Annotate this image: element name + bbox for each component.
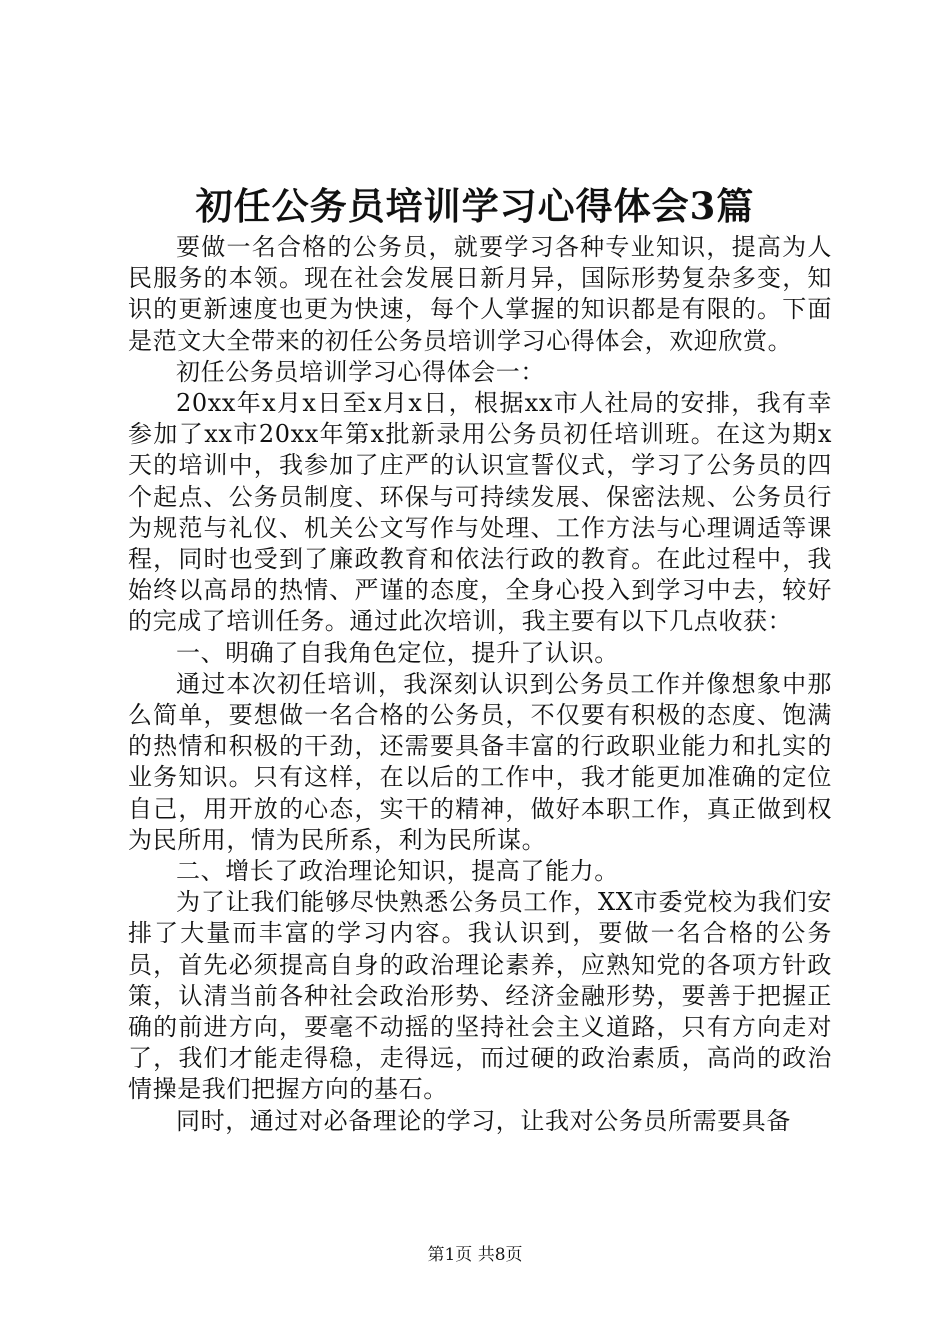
paragraph-training-overview: 20xx年x月x日至x月x日，根据xx市人社局的安排，我有幸参加了xx市20xx年第x批新录用公务员初任培训班。在这为期x天的培训中，我参加了庄严的认识宣誓仪式，学习了公务员的四个起点、公务员制度、环保与可持续发展、保密法规、公务员行为规范与礼仪、机关公文写作与处理、工作方法与心理调适等课程，同时也受到了廉政教育和依法行政的教育。在此过程中，我始终以高昂的热情、严谨的态度，全身心投入到学习中去，较好的完成了培训任务。通过此次培训，我主要有以下几点收获： — [128, 389, 832, 636]
page-footer: 第1页 共8页 — [427, 1245, 523, 1265]
paragraph-point-one-heading: 一、明确了自我角色定位，提升了认识。 — [176, 638, 619, 667]
paragraph-section-heading: 初任公务员培训学习心得体会一： — [176, 357, 545, 386]
document-body — [128, 232, 832, 1137]
document-title: 初任公务员培训学习心得体会3篇 — [195, 184, 755, 228]
paragraph-continuation: 同时，通过对必备理论的学习，让我对公务员所需要具备 — [176, 1106, 791, 1135]
paragraph-point-two-body: 为了让我们能够尽快熟悉公务员工作，XX市委党校为我们安排了大量而丰富的学习内容。我认识到，要做一名合格的公务员，首先必须提高自身的政治理论素养，应熟知党的各项方针政策，认清当前各种社会政治形势、经济金融形势，要善于把握正确的前进方向，要毫不动摇的坚持社会主义道路，只有方向走对了，我们才能走得稳，走得远，而过硬的政治素质，高尚的政治情操是我们把握方向的基石。 — [128, 888, 832, 1104]
paragraph-intro: 要做一名合格的公务员，就要学习各种专业知识，提高为人民服务的本领。现在社会发展日新月异，国际形势复杂多变，知识的更新速度也更为快速，每个人掌握的知识都是有限的。下面是范文大全带来的初任公务员培训学习心得体会，欢迎欣赏。 — [128, 233, 832, 355]
paragraph-point-one-body: 通过本次初任培训，我深刻认识到公务员工作并像想象中那么简单，要想做一名合格的公务员，不仅要有积极的态度、饱满的热情和积极的干劲，还需要具备丰富的行政职业能力和扎实的业务知识。只有这样，在以后的工作中，我才能更加准确的定位自己，用开放的心态，实干的精神，做好本职工作，真正做到权为民所用，情为民所系，利为民所谋。 — [128, 669, 832, 854]
paragraph-point-two-heading: 二、增长了政治理论知识，提高了能力。 — [176, 857, 619, 886]
